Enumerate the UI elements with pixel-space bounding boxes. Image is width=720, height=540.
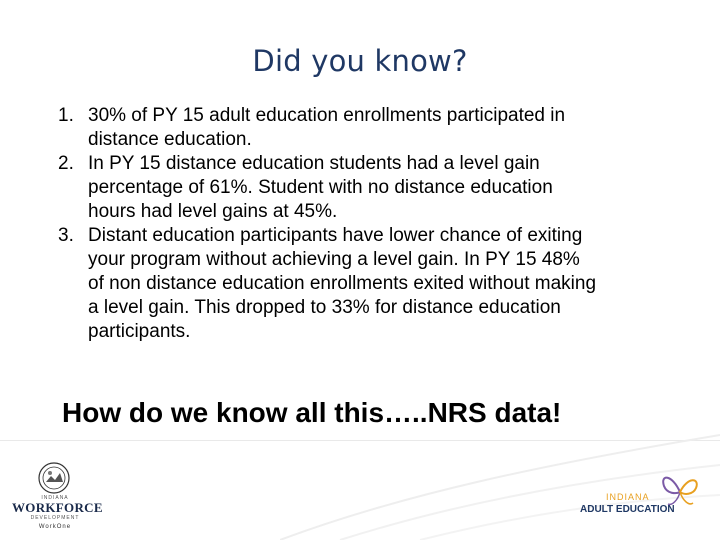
slide-title: Did you know?	[252, 44, 468, 78]
ae-indiana-label: INDIANA	[606, 492, 650, 502]
ae-adult-education-label: ADULT EDUCATION	[580, 504, 675, 515]
item-number: 2.	[58, 153, 74, 174]
item-line: hours had level gains at 45%.	[88, 201, 338, 222]
adult-education-logo	[578, 470, 708, 526]
item-line: Distant education participants have lower chance of exiting	[88, 225, 583, 246]
list-item	[58, 152, 698, 224]
item-line: distance education.	[88, 129, 252, 150]
item-line: your program without achieving a level gain. In PY 15 48%	[88, 249, 580, 270]
state-seal-icon	[38, 462, 70, 494]
facts-list	[58, 104, 698, 344]
item-number: 1.	[58, 105, 74, 126]
workforce-name: WORKFORCE	[12, 500, 103, 515]
tagline: How do we know all this…..NRS data!	[62, 397, 562, 428]
item-line: participants.	[88, 321, 191, 342]
workforce-state-label: INDIANA	[41, 495, 69, 501]
item-number: 3.	[58, 225, 74, 246]
workforce-logo	[12, 462, 103, 534]
item-line: a level gain. This dropped to 33% for distance education	[88, 297, 561, 318]
workforce-sub: DEVELOPMENT	[30, 515, 80, 521]
item-line: 30% of PY 15 adult education enrollments participated in	[88, 105, 566, 126]
workone-label: WorkOne	[38, 524, 72, 530]
list-item	[58, 224, 698, 344]
list-item	[58, 104, 698, 152]
item-line: of non distance education enrollments exited without making	[88, 273, 597, 294]
item-line: In PY 15 distance education students had a level gain	[88, 153, 540, 174]
item-line: percentage of 61%. Student with no distance education	[88, 177, 553, 198]
